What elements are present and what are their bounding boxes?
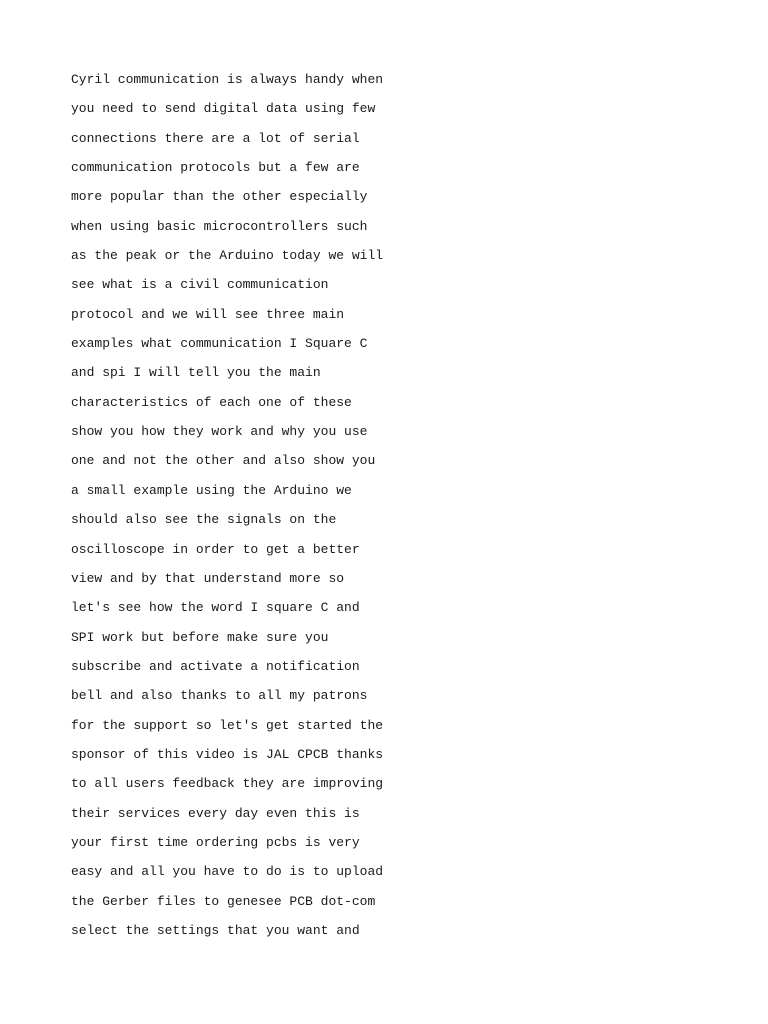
text-line: select the settings that you want and [71, 922, 360, 938]
text-line: their services every day even this is [71, 805, 360, 821]
text-line: Cyril communication is always handy when [71, 72, 384, 87]
text-line: examples what communication I Square C [71, 336, 368, 352]
text-line: and spi I will tell you the main [71, 365, 321, 381]
text-line: your first time ordering pcbs is very [71, 834, 360, 850]
text-line: to all users feedback they are improving [71, 776, 384, 792]
text-line: as the peak or the Arduino today we will [71, 248, 384, 264]
text-line: one and not the other and also show you [71, 453, 376, 469]
text-line: the Gerber files to genesee PCB dot-com [71, 893, 376, 909]
text-line: protocol and we will see three main [71, 306, 345, 322]
text-line: bell and also thanks to all my patrons [71, 688, 368, 704]
text-line: characteristics of each one of these [71, 394, 352, 410]
text-line: when using basic microcontrollers such [71, 218, 368, 234]
text-line: SPI work but before make sure you [71, 629, 329, 645]
text-line: connections there are a lot of serial [71, 130, 360, 146]
text-line: easy and all you have to do is to upload [71, 864, 384, 880]
transcript-text [71, 70, 671, 950]
text-line: should also see the signals on the [71, 512, 337, 528]
text-line: more popular than the other especially [71, 189, 368, 205]
text-line: view and by that understand more so [71, 570, 345, 586]
text-line: see what is a civil communication [71, 277, 329, 293]
text-line: for the support so let's get started the [71, 717, 384, 733]
text-line: communication protocols but a few are [71, 160, 360, 176]
text-line: let's see how the word I square C and [71, 600, 360, 616]
text-line: a small example using the Arduino we [71, 482, 352, 498]
text-line: sponsor of this video is JAL CPCB thanks [71, 746, 384, 762]
text-line: show you how they work and why you use [71, 424, 368, 440]
text-line: you need to send digital data using few [71, 101, 376, 117]
text-line: subscribe and activate a notification [71, 658, 360, 674]
text-line: oscilloscope in order to get a better [71, 541, 360, 557]
